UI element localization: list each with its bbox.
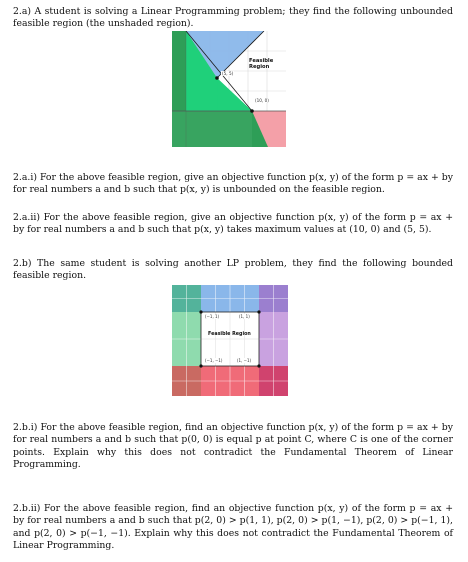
corner-point <box>199 364 202 367</box>
figure1-title: Feasible Region <box>249 58 274 70</box>
figure-unbounded-region <box>172 31 286 147</box>
question-2a-ii: 2.a.ii) For the above feasible region, give an objective function p(x, y) of the form p = ax + by for real numbers a and b such that p(x, y) takes maximum values at (10, 0) and (5, 5). <box>13 212 453 236</box>
figure1-point-label: (5, 5) <box>222 71 234 76</box>
figure2-point-label: (1, 1) <box>239 314 250 319</box>
figure2-point-label: (1, −1) <box>237 358 252 363</box>
figure2-point-label: (−1, 1) <box>205 314 220 319</box>
figure1-point-label: (10, 0) <box>255 98 269 103</box>
corner-point <box>199 310 202 313</box>
question-2b-ii: 2.b.ii) For the above feasible region, find an objective function p(x, y) of the form p = ax + by for real numbers a and b such that p(2, 0) > p(1, 1), p(2, 0) > p(1, −1), p(2, 0) > p(−1, 1), and p(2, 0) > p(−1, −1). Explain why this does not contradict the Fundamental Theorem of Linear Programming. <box>13 503 453 552</box>
figure-bounded-region <box>172 285 288 396</box>
question-2a-i: 2.a.i) For the above feasible region, give an objective function p(x, y) of the form p = ax + by for real numbers a and b such that p(x, y) is unbounded on the feasible region. <box>13 172 453 196</box>
corner-point-5-5 <box>215 76 219 80</box>
corner-point-10-0 <box>250 109 254 113</box>
question-2b-i: 2.b.i) For the above feasible region, find an objective function p(x, y) of the form p = ax + by for real numbers a and b such that p(0, 0) is equal p at point C, where C is one of the corner points. Explain why this does not contradict the Fundamental Theorem of Linear Programming. <box>13 422 453 471</box>
corner-point <box>257 364 260 367</box>
question-2a: 2.a) A student is solving a Linear Programming problem; they find the following unbounded feasible region (the unshaded region). <box>13 6 453 30</box>
figure2-title: Feasible Region <box>208 332 251 337</box>
question-2b: 2.b) The same student is solving another LP problem, they find the following bounded feasible region. <box>13 258 453 282</box>
figure2-point-label: (−1, −1) <box>205 358 223 363</box>
corner-point <box>257 310 260 313</box>
